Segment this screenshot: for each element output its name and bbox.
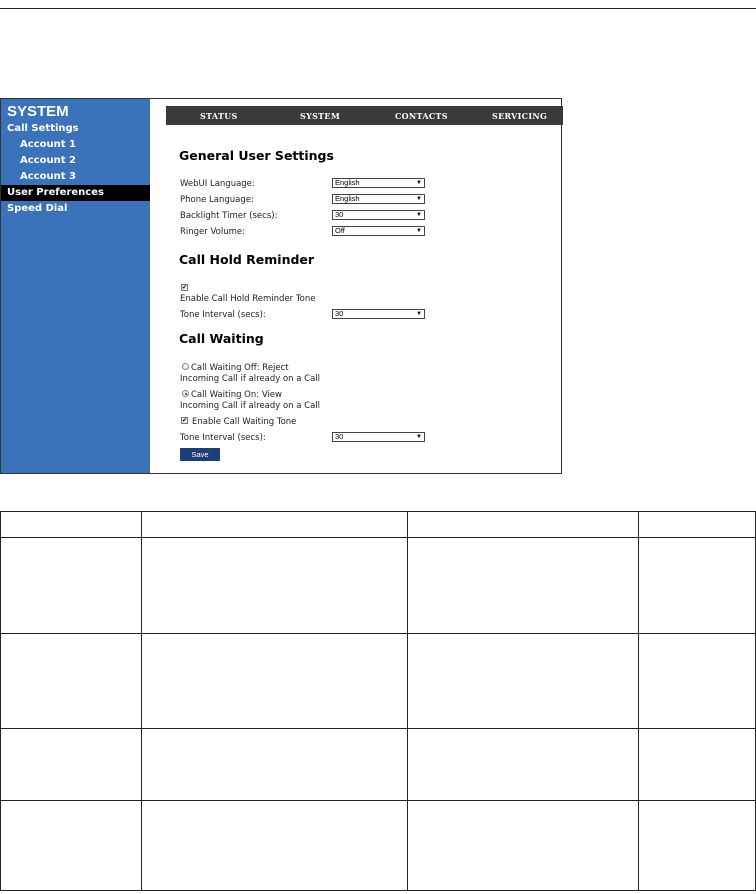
table-cell <box>1 634 142 729</box>
hold-tone-interval-label: Tone Interval (secs): <box>180 310 266 320</box>
call-waiting-on-label-line1: Call Waiting On: View <box>191 390 282 400</box>
table-cell <box>408 512 639 538</box>
webui-language-value: English <box>335 178 360 187</box>
table-cell <box>142 538 408 634</box>
sidebar-item-account-3[interactable]: Account 3 <box>20 171 76 182</box>
tab-status[interactable]: STATUS <box>200 111 238 121</box>
chevron-down-icon: ▼ <box>416 196 422 202</box>
table-cell <box>639 512 756 538</box>
ringer-volume-select[interactable] <box>332 226 425 236</box>
sidebar-item-user-preferences[interactable]: User Preferences <box>1 185 150 201</box>
table-cell <box>1 801 142 891</box>
call-waiting-off-radio[interactable] <box>182 363 189 370</box>
table-cell <box>639 801 756 891</box>
ringer-volume-label: Ringer Volume: <box>180 227 245 237</box>
settings-table <box>0 511 756 891</box>
phone-language-value: English <box>335 194 360 203</box>
sidebar-item-account-2[interactable]: Account 2 <box>20 155 76 166</box>
webui-language-select[interactable] <box>332 178 425 188</box>
check-icon: ✔ <box>182 284 188 291</box>
chevron-down-icon: ▼ <box>416 180 422 186</box>
table-cell <box>408 538 639 634</box>
table-row <box>1 801 756 891</box>
table-cell <box>142 512 408 538</box>
waiting-tone-checkbox[interactable] <box>181 417 188 424</box>
table-cell <box>408 801 639 891</box>
hold-reminder-label: Enable Call Hold Reminder Tone <box>180 294 316 304</box>
table-cell <box>1 512 142 538</box>
phone-language-select[interactable] <box>332 194 425 204</box>
ringer-volume-value: Off <box>335 226 345 235</box>
table-row <box>1 634 756 729</box>
tab-servicing[interactable]: SERVICING <box>492 111 548 121</box>
header-rule <box>0 8 756 9</box>
call-hold-reminder-title: Call Hold Reminder <box>179 252 315 267</box>
sidebar-item-speed-dial[interactable]: Speed Dial <box>7 203 68 214</box>
table-cell <box>142 729 408 801</box>
tab-system[interactable]: SYSTEM <box>300 111 340 121</box>
general-settings-title: General User Settings <box>179 148 334 163</box>
phone-language-label: Phone Language: <box>180 195 254 205</box>
tab-contacts[interactable]: CONTACTS <box>395 111 448 121</box>
table-cell <box>639 729 756 801</box>
check-icon: ✔ <box>182 417 188 424</box>
chevron-down-icon: ▼ <box>416 311 422 317</box>
call-waiting-on-label-line2: Incoming Call if already on a Call <box>180 401 321 411</box>
table-cell <box>1 729 142 801</box>
sidebar-item-account-1[interactable]: Account 1 <box>20 139 76 150</box>
top-nav <box>166 106 563 125</box>
table-cell <box>142 634 408 729</box>
backlight-timer-value: 30 <box>335 210 344 219</box>
table-cell <box>639 538 756 634</box>
call-waiting-off-label-line1: Call Waiting Off: Reject <box>191 363 289 373</box>
webui-screenshot <box>0 98 562 474</box>
call-waiting-on-radio[interactable] <box>182 390 189 397</box>
waiting-tone-interval-value: 30 <box>335 432 344 441</box>
backlight-timer-select[interactable] <box>332 210 425 220</box>
chevron-down-icon: ▼ <box>416 212 422 218</box>
webui-language-label: WebUI Language: <box>180 179 255 189</box>
call-waiting-title: Call Waiting <box>179 331 264 346</box>
table-cell <box>142 801 408 891</box>
table-row <box>1 729 756 801</box>
table-header-row <box>1 512 756 538</box>
table-row <box>1 538 756 634</box>
waiting-tone-interval-select[interactable] <box>332 432 425 442</box>
hold-reminder-checkbox[interactable] <box>181 284 188 291</box>
table-cell <box>639 634 756 729</box>
hold-tone-interval-value: 30 <box>335 309 344 318</box>
save-button[interactable]: Save <box>180 448 220 461</box>
table-cell <box>408 634 639 729</box>
sidebar-title: SYSTEM <box>7 103 69 120</box>
chevron-down-icon: ▼ <box>416 434 422 440</box>
table-cell <box>1 538 142 634</box>
sidebar-item-call-settings[interactable]: Call Settings <box>7 123 79 134</box>
main-content <box>150 99 561 473</box>
chevron-down-icon: ▼ <box>416 228 422 234</box>
table-cell <box>408 729 639 801</box>
waiting-tone-interval-label: Tone Interval (secs): <box>180 433 266 443</box>
backlight-timer-label: Backlight Timer (secs): <box>180 211 278 221</box>
waiting-tone-label: Enable Call Waiting Tone <box>192 417 297 427</box>
call-waiting-off-label-line2: Incoming Call if already on a Call <box>180 374 321 384</box>
hold-tone-interval-select[interactable] <box>332 309 425 319</box>
sidebar <box>1 99 150 473</box>
